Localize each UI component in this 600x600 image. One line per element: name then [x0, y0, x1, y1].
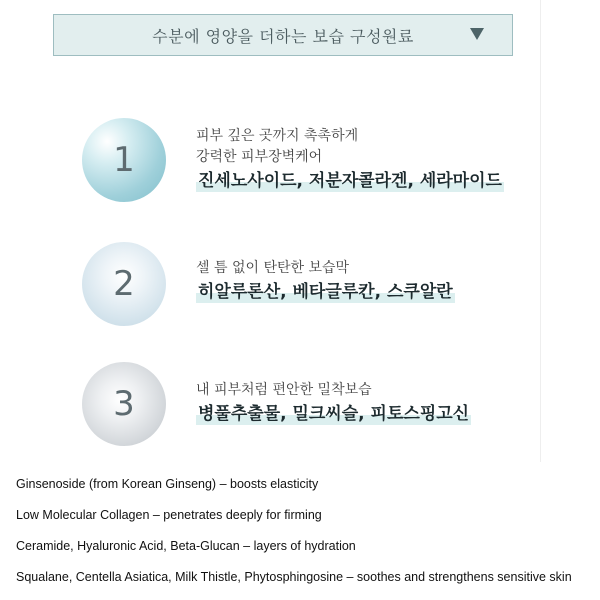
caption-list — [16, 472, 596, 596]
ingredient-item-1 — [82, 118, 512, 208]
caption-line: Squalane, Centella Asiatica, Milk Thistle, Phytosphingosine – soothes and strengthens sensitive skin — [16, 570, 572, 584]
item-text — [196, 126, 526, 192]
item-number: 3 — [113, 384, 135, 424]
caption-line: Ceramide, Hyaluronic Acid, Beta-Glucan – layers of hydration — [16, 539, 356, 553]
caption-line: Low Molecular Collagen – penetrates deeply for firming — [16, 508, 322, 522]
item-description-line: 내 피부처럼 편안한 밀착보습 — [196, 382, 372, 398]
ingredient-dropdown[interactable] — [53, 14, 513, 56]
item-number: 1 — [113, 140, 135, 180]
water-ripple-icon — [82, 362, 166, 446]
item-description-line: 셀 틈 없이 탄탄한 보습막 — [196, 260, 350, 276]
water-splash-icon — [82, 242, 166, 326]
caption-line: Ginsenoside (from Korean Ginseng) – boosts elasticity — [16, 477, 319, 491]
water-drop-icon — [82, 118, 166, 202]
item-description-line: 강력한 피부장벽케어 — [196, 149, 323, 165]
item-ingredients: 병풀추출물, 밀크씨슬, 피토스핑고신 — [198, 404, 470, 424]
item-number: 2 — [113, 264, 135, 304]
item-text — [196, 380, 526, 425]
ingredient-item-3 — [82, 362, 512, 452]
item-ingredients: 히알루론산, 베타글루칸, 스쿠알란 — [198, 282, 453, 302]
ingredient-item-2 — [82, 242, 512, 332]
item-description-line: 피부 깊은 곳까지 촉촉하게 — [196, 128, 359, 144]
item-text — [196, 258, 526, 303]
dropdown-label: 수분에 영양을 더하는 보습 구성원료 — [152, 26, 414, 46]
caret-down-icon[interactable] — [470, 28, 484, 40]
item-ingredients: 진세노사이드, 저분자콜라겐, 세라마이드 — [198, 171, 502, 191]
